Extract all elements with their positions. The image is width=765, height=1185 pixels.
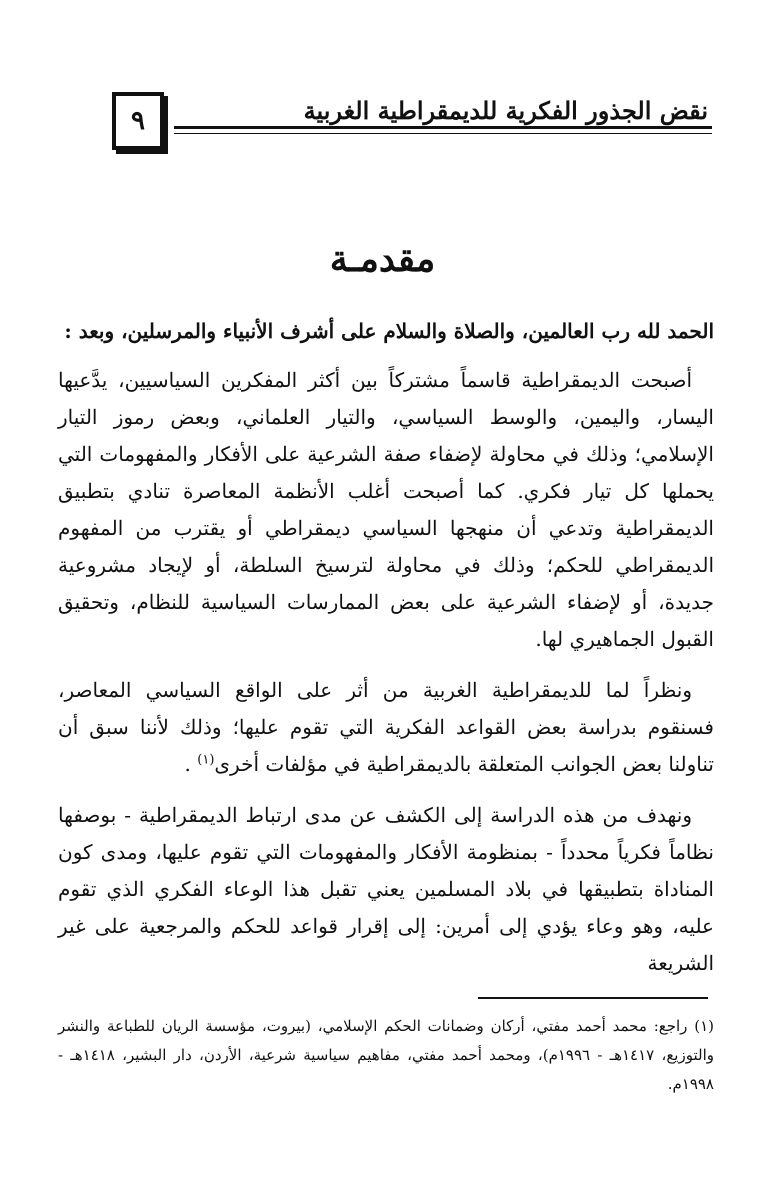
paragraph-2-end: . bbox=[184, 752, 198, 776]
header-rule-thick bbox=[174, 126, 712, 129]
body-text bbox=[58, 312, 714, 982]
footnote-reference[interactable]: (١) bbox=[197, 752, 215, 768]
running-title: نقض الجذور الفكرية للديمقراطية الغربية bbox=[303, 96, 708, 125]
paragraph-2 bbox=[58, 672, 714, 783]
paragraph-2-text: ونظراً لما للديمقراطية الغربية من أثر على الواقع السياسي المعاصر، فسنقوم بدراسة بعض القواعد الفكرية التي تقوم عليها؛ وذلك لأننا سبق أن تناولنا بعض الجوانب المتعلقة بالديمقراطية في مؤلفات أخرى bbox=[58, 678, 714, 776]
chapter-title: مقدمـة bbox=[329, 238, 436, 280]
page-number-box bbox=[112, 92, 164, 150]
paragraph-1: أصبحت الديمقراطية قاسماً مشتركاً بين أكثر المفكرين السياسيين، يدَّعيها اليسار، واليمين، والوسط السياسي، والتيار العلماني، وبعض رموز التيار الإسلامي؛ وذلك في محاولة لإضفاء صفة الشرعية على الأفكار والمفهومات التي يحملها كل تيار فكري. كما أصبحت أغلب الأنظمة المعاصرة تنادي بتطبيق الديمقراطية وتدعي أن منهجها السياسي ديمقراطي أو يقترب من المفهوم الديمقراطي للحكم؛ وذلك في محاولة لترسيخ السلطة، أو لإيجاد مشروعية جديدة، أو لإضفاء الشرعية على بعض الممارسات السياسية للنظام، وتحقيق القبول الجماهيري لها. bbox=[58, 368, 714, 651]
opening-line: الحمد لله رب العالمين، والصلاة والسلام على أشرف الأنبياء والمرسلين، وبعد : bbox=[64, 319, 714, 343]
header-rule-thin bbox=[174, 133, 712, 134]
page-number: ٩ bbox=[131, 106, 145, 136]
footnote-separator bbox=[478, 997, 708, 999]
running-header bbox=[112, 92, 712, 158]
paragraph-3: ونهدف من هذه الدراسة إلى الكشف عن مدى ارتباط الديمقراطية - بوصفها نظاماً فكرياً محدداً - بمنظومة الأفكار والمفهومات التي تقوم عليها، ومدى كون المناداة بتطبيقها في بلاد المسلمين يعني تقبل هذا الوعاء الفكري الذي تقوم عليه، وهو وعاء يؤدي إلى أمرين: إلى إقرار قواعد للحكم والمرجعية على غير الشريعة bbox=[58, 803, 714, 975]
footnote: (١) راجع: محمد أحمد مفتي، أركان وضمانات الحكم الإسلامي، (بيروت، مؤسسة الريان للطباعة والنشر والتوزيع، ١٤١٧هـ - ١٩٩٦م)، ومحمد أحمد مفتي، مفاهيم سياسية شرعية، الأردن، دار البشير، ١٤١٨هـ - ١٩٩٨م. bbox=[58, 1017, 714, 1093]
